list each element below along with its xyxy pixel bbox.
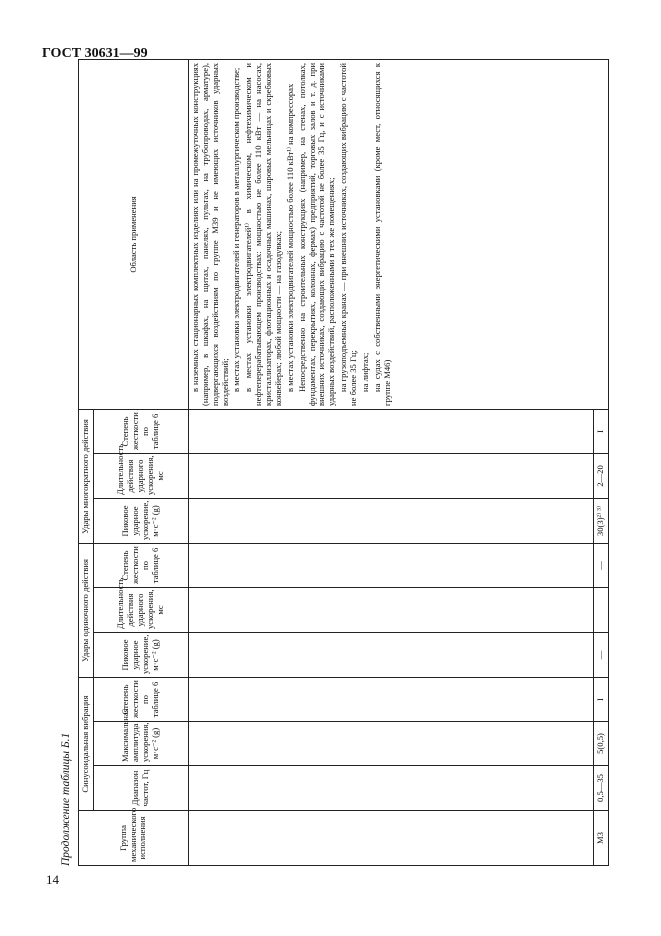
requirements-table: [78, 59, 609, 866]
table-continuation-caption: Продолжение таблицы Б.1: [60, 732, 72, 866]
rotated-table-block: [60, 60, 610, 866]
subheader-single-duration: Длительность действия ударного ускорения, мс: [93, 587, 188, 632]
cell-multi-peak: 30(3)²⁾ ³⁾: [593, 498, 608, 543]
cell-multi-severity: I: [593, 409, 608, 453]
subheader-max-amplitude: Максимальная амплитуда ускорения, м·с⁻² (g): [93, 722, 188, 766]
application-paragraph: в местах установки электродвигателей¹⁾ в химическом, нефтехимическом и нефтеперерабатывающем производствах: мощностью не более 110 кВт — на насосах, кристаллизаторах, флотационных и осадочных машинах, шаровых мельницах и скребковых конвейерах; любой мощности — на газодувках;: [243, 62, 283, 406]
application-paragraph: на лифтах;: [359, 352, 370, 392]
cell-single-duration: [593, 587, 608, 632]
col-header-sinusoidal: Синусоидальная вибрация: [79, 677, 94, 810]
subheader-multi-peak: Пиковое ударное ускорение, м·с⁻² (g): [93, 498, 188, 543]
cell-multi-duration: 2—20: [593, 453, 608, 498]
cell-group: М3: [593, 811, 608, 866]
application-paragraph: в местах установки электродвигателей и генераторов в металлургическом производстве;: [231, 67, 242, 392]
page-number: 14: [46, 872, 59, 887]
cell-single-severity: —: [593, 543, 608, 587]
subheader-single-severity: Степень жесткости по таблице 6: [93, 543, 188, 587]
col-header-multiple-impact: Удары многократного действия: [79, 409, 94, 543]
col-header-group: Группа механического исполнения: [79, 811, 189, 866]
application-cell: [188, 59, 608, 409]
cell-freq: 0,5—35: [593, 766, 608, 811]
subheader-sin-severity: Степень жесткости по таблице 6: [93, 677, 188, 721]
application-paragraph: в наземных стационарных комплектных изделиях или на промежуточных конструкциях (например, в шкафах, на щитах, панелях, пультах, на трубопроводах, арматуре), подвергающихся воздействиям по группе М39 и не имеющих источников ударных воздействий;: [189, 62, 230, 406]
subheader-multi-severity: Степень жесткости по таблице 6: [93, 409, 188, 453]
application-paragraph: в местах установки электродвигателей мощностью более 110 кВт¹⁾ на компрессорах: [284, 83, 295, 392]
application-paragraph: на судах с собственными энергетическими установками (кроме мест, относящихся к группе М46): [371, 62, 392, 406]
col-header-application: Область применения: [79, 59, 189, 409]
cell-sin-severity: I: [593, 677, 608, 721]
col-header-single-impact: Удары одиночного действия: [79, 543, 94, 677]
standard-header: ГОСТ 30631—99: [42, 46, 148, 61]
subheader-freq-range: Диапазон частот, Гц: [93, 766, 188, 811]
subheader-single-peak: Пиковое ударное ускорение, м·с⁻² (g): [93, 632, 188, 677]
cell-single-peak: —: [593, 632, 608, 677]
table-row: [188, 59, 593, 865]
cell-amplitude: 5(0,5): [593, 722, 608, 766]
application-paragraph: на грузоподъемных кранах — при внешних источниках, создающих вибрацию с частотой не более 35 Гц;: [338, 62, 358, 406]
application-paragraph: Непосредственно на строительных конструкциях (например, на стенах, потолках, фундаментах, перекрытиях, колоннах, фермах) предприятий, торговых залов и т. д. при внешних источниках, создающих вибрацию с частотой не более 35 Гц, и с источниками ударных воздействий, расположенными в тех же помещениях;: [296, 62, 337, 406]
subheader-multi-duration: Длительность действия ударного ускорения, мс: [93, 453, 188, 498]
